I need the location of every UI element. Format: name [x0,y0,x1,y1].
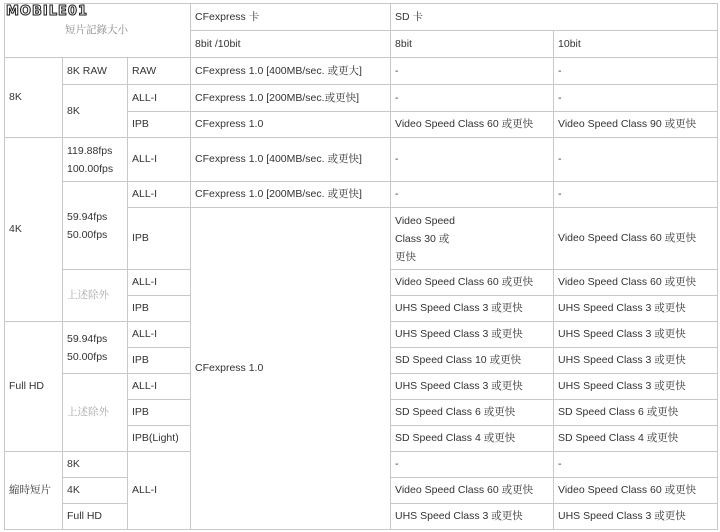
sd-8bit-line-2: Class 30 或 [395,232,450,245]
compression-label: IPB [128,348,191,374]
cf-requirement: CFexpress 1.0 [400MB/sec. 或更快] [191,138,391,182]
sd-8bit-requirement: - [391,85,554,112]
framerate-label [63,138,128,182]
compression-label: IPB(Light) [128,426,191,452]
compression-label: IPB [128,208,191,270]
sd-10bit-requirement: - [554,138,718,182]
sd-10bit-requirement: Video Speed Class 90 或更快 [554,112,718,138]
compression-label: ALL-I [128,85,191,112]
compression-label: ALL-I [128,138,191,182]
sd-8bit-requirement: UHS Speed Class 3 或更快 [391,504,554,530]
framerate-2: 50.00fps [67,350,108,363]
sd-10bit-requirement: Video Speed Class 60 或更快 [554,208,718,270]
other-framerates-label: 上述除外 [63,270,128,322]
sd-8bit-requirement [391,208,554,270]
size-label: Full HD [63,504,128,530]
sd-8bit-requirement: - [391,182,554,208]
sd-8bit-requirement: SD Speed Class 10 或更快 [391,348,554,374]
framerate-1: 59.94fps [67,332,108,345]
size-label: 8K [63,85,128,138]
sd-10bit-requirement: UHS Speed Class 3 或更快 [554,504,718,530]
res-timelapse: 縮時短片 [5,452,63,530]
res-fullhd: Full HD [5,322,63,452]
framerate-2: 50.00fps [67,228,108,241]
sd-8bit-requirement: SD Speed Class 4 或更快 [391,426,554,452]
header-bit-sd8: 8bit [391,31,554,58]
framerate-2: 100.00fps [67,162,114,175]
compression-label: ALL-I [128,182,191,208]
header-bit-cf: 8bit /10bit [191,31,391,58]
sd-8bit-requirement: Video Speed Class 60 或更快 [391,478,554,504]
card-requirements-table [4,3,718,530]
sd-10bit-requirement: UHS Speed Class 3 或更快 [554,348,718,374]
mobile01-watermark-logo [6,4,88,24]
framerate-label [63,322,128,374]
sd-10bit-requirement: - [554,58,718,85]
sd-10bit-requirement: - [554,452,718,478]
sd-8bit-requirement: UHS Speed Class 3 或更快 [391,296,554,322]
compression-label: ALL-I [128,270,191,296]
sd-8bit-requirement: - [391,58,554,85]
compression-label: RAW [128,58,191,85]
sd-10bit-requirement: UHS Speed Class 3 或更快 [554,322,718,348]
cf-requirement: CFexpress 1.0 [200MB/sec.或更快] [191,85,391,112]
other-framerates-label: 上述除外 [63,374,128,452]
sd-10bit-requirement: Video Speed Class 60 或更快 [554,270,718,296]
sd-10bit-requirement: - [554,85,718,112]
sd-8bit-requirement: UHS Speed Class 3 或更快 [391,374,554,400]
res-8k: 8K [5,58,63,138]
header-bit-sd10: 10bit [554,31,718,58]
sd-8bit-requirement: - [391,138,554,182]
sd-10bit-requirement: SD Speed Class 6 或更快 [554,400,718,426]
size-label: 8K RAW [63,58,128,85]
res-4k: 4K [5,138,63,322]
sd-8bit-line-3: 更快 [395,250,417,263]
sd-10bit-requirement: SD Speed Class 4 或更快 [554,426,718,452]
compression-label: ALL-I [128,374,191,400]
cf-requirement: CFexpress 1.0 [191,112,391,138]
logo-text: MOBILE01 [6,4,88,19]
sd-8bit-requirement: UHS Speed Class 3 或更快 [391,322,554,348]
sd-8bit-requirement: - [391,452,554,478]
header-row-label: 短片記錄大小 [65,24,128,36]
size-label: 4K [63,478,128,504]
compression-label: IPB [128,400,191,426]
framerate-1: 119.88fps [67,144,113,157]
sd-10bit-requirement: - [554,182,718,208]
sd-10bit-requirement: UHS Speed Class 3 或更快 [554,374,718,400]
header-sd: SD 卡 [391,4,718,31]
sd-8bit-requirement: Video Speed Class 60 或更快 [391,112,554,138]
sd-8bit-requirement: SD Speed Class 6 或更快 [391,400,554,426]
compression-label: ALL-I [128,452,191,530]
sd-8bit-requirement: Video Speed Class 60 或更快 [391,270,554,296]
cf-requirement: CFexpress 1.0 [400MB/sec. 或更大] [191,58,391,85]
header-cfexpress: CFexpress 卡 [191,4,391,31]
sd-8bit-line-1: Video Speed [395,214,455,227]
framerate-1: 59.94fps [67,210,108,223]
compression-label: IPB [128,296,191,322]
compression-label: IPB [128,112,191,138]
framerate-label [63,182,128,270]
cf-requirement: CFexpress 1.0 [200MB/sec. 或更快] [191,182,391,208]
sd-10bit-requirement: UHS Speed Class 3 或更快 [554,296,718,322]
sd-10bit-requirement: Video Speed Class 60 或更快 [554,478,718,504]
size-label: 8K [63,452,128,478]
cf-requirement-merged: CFexpress 1.0 [191,208,391,530]
compression-label: ALL-I [128,322,191,348]
